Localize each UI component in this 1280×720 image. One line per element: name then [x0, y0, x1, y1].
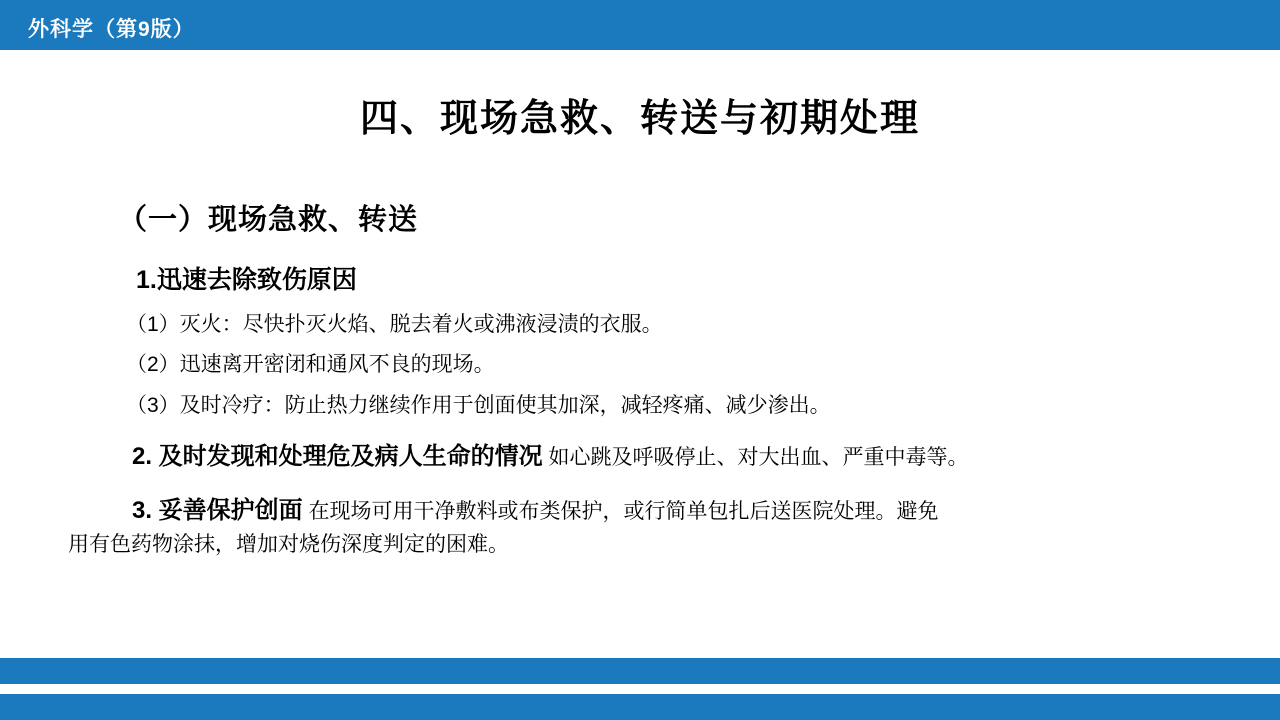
subsection-block-3	[68, 492, 1280, 562]
header-title: 外科学（第9版）	[28, 18, 195, 41]
subsection-body-2: 如心跳及呼吸停止、对大出血、严重中毒等。	[542, 445, 969, 469]
subsection-body-3-cont: 用有色药物涂抹，增加对烧伤深度判定的困难。	[68, 533, 509, 557]
list-item: （3）及时冷疗：防止热力继续作用于创面使其加深，减轻疼痛、减少渗出。	[126, 393, 831, 417]
subsection-heading-1: 1.迅速去除致伤原因	[136, 266, 357, 294]
page-title: 四、现场急救、转送与初期处理	[359, 98, 920, 140]
slide-content	[0, 50, 1280, 670]
subsection-block-2	[132, 441, 1280, 472]
footer-band-upper	[0, 658, 1280, 684]
subsection-body-3: 在现场可用干净敷料或布类保护，或行简单包扎后送医院处理。避免	[302, 499, 939, 523]
subsection-heading-2: 2. 及时发现和处理危及病人生命的情况	[132, 442, 543, 470]
list-item: （1）灭火：尽快扑灭火焰、脱去着火或沸液浸渍的衣服。	[126, 313, 663, 336]
subsection-heading-3: 3. 妥善保护创面	[132, 496, 303, 524]
list-item: （2）迅速离开密闭和通风不良的现场。	[126, 353, 495, 377]
section-heading: （一）现场急救、转送	[118, 204, 419, 236]
footer-band-lower	[0, 694, 1280, 720]
footer-gap	[0, 684, 1280, 694]
header-band	[0, 0, 1280, 50]
